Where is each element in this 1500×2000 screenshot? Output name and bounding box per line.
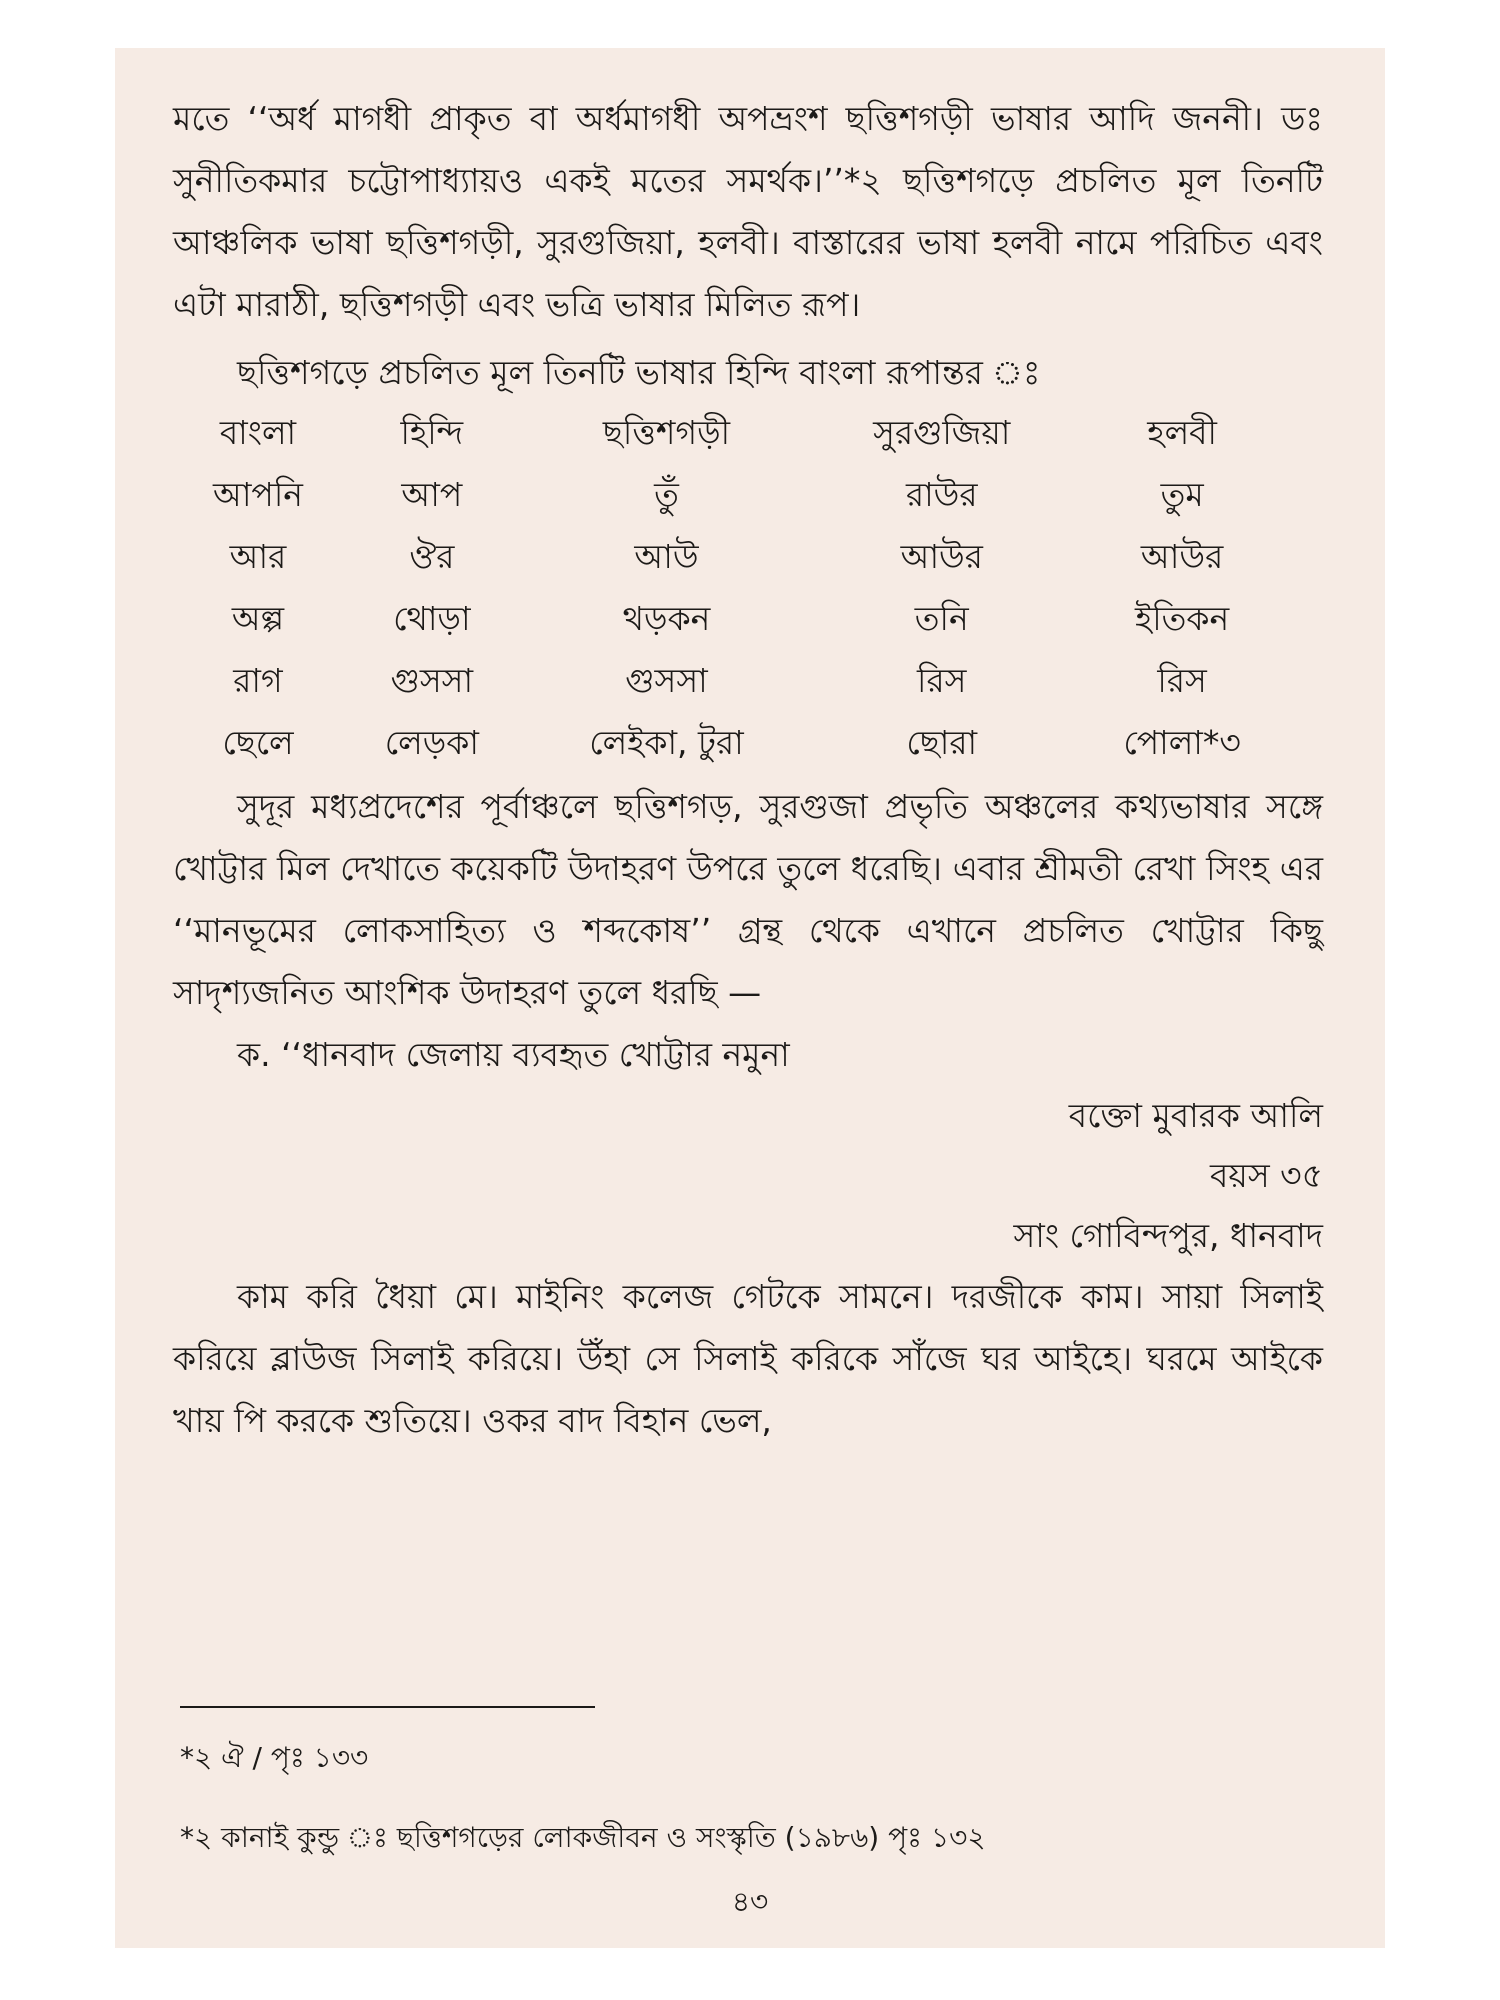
page-number: ৪৩ bbox=[731, 1885, 769, 1918]
table-cell: আউর bbox=[900, 537, 983, 576]
table-header-cell: বাংলা bbox=[219, 413, 297, 452]
table-cell: আউর bbox=[1140, 537, 1224, 576]
page-content bbox=[173, 88, 1323, 1452]
footnote-divider bbox=[180, 1706, 595, 1708]
table-cell: লেইকা, টুরা bbox=[589, 723, 744, 762]
table-cell: রিস bbox=[1157, 661, 1207, 700]
footnote-1: *২ ঐ / পৃঃ ১৩৩ bbox=[180, 1741, 369, 1774]
table-cell: অল্প bbox=[231, 599, 285, 638]
speaker-name: বক্তো মুবারক আলি bbox=[1068, 1096, 1323, 1135]
paragraph-3: কাম করি ধৈয়া মে। মাইনিং কলেজ গেটকে সামনে। দরজীকে কাম। সায়া সিলাই করিয়ে ব্লাউজ সিলাই করিয়ে। উঁহা সে সিলাই করিকে সাঁজে ঘর আইহে। ঘরমে আইকে খায় পি করকে শুতিয়ে। ওকর বাদ বিহান ভেল, bbox=[173, 1277, 1323, 1440]
table-cell: তুম bbox=[1160, 475, 1204, 514]
table-row bbox=[173, 528, 1293, 590]
table-cell: রাগ bbox=[233, 661, 283, 700]
paragraph-1: মতে ‘‘অর্ধ মাগধী প্রাকৃত বা অর্ধমাগধী অপভ্রংশ ছত্তিশগড়ী ভাষার আদি জননী। ডঃ সুনীতিকমার চট্টোপাধ্যায়ও একই মতের সমর্থক।’’*২ ছত্তিশগড়ে প্রচলিত মূল তিনটি আঞ্চলিক ভাষা ছত্তিশগড়ী, সুরগুজিয়া, হলবী। বাস্তারের ভাষা হলবী নামে পরিচিত এবং এটা মারাঠী, ছত্তিশগড়ী এবং ভত্রি ভাষার মিলিত রূপ। bbox=[173, 99, 1323, 324]
table-row bbox=[173, 652, 1293, 714]
table-cell: আপ bbox=[401, 475, 463, 514]
table-header-cell: সুরগুজিয়া bbox=[873, 413, 1011, 452]
table-cell: থোড়া bbox=[393, 599, 471, 638]
paragraph-2: সুদূর মধ্যপ্রদেশের পূর্বাঞ্চলে ছত্তিশগড়, সুরগুজা প্রভৃতি অঞ্চলের কথ্যভাষার সঙ্গে খোট্টার মিল দেখাতে কয়েকটি উদাহরণ উপরে তুলে ধরেছি। এবার শ্রীমতী রেখা সিংহ এর ‘‘মানভূমের লোকসাহিত্য ও শব্দকোষ’’ গ্রন্থ থেকে এখানে প্রচলিত খোট্টার কিছু সাদৃশ্যজনিত আংশিক উদাহরণ তুলে ধরছি — bbox=[173, 787, 1323, 1012]
table-intro: ছত্তিশগড়ে প্রচলিত মূল তিনটি ভাষার হিন্দি বাংলা রূপান্তর ঃ bbox=[237, 353, 1041, 392]
table-cell: পোলা*৩ bbox=[1123, 723, 1241, 762]
book-page bbox=[115, 48, 1385, 1948]
table-cell: গুসসা bbox=[625, 661, 708, 700]
table-cell: রাউর bbox=[905, 475, 978, 514]
table-cell: লেড়কা bbox=[384, 723, 479, 762]
table-cell: ছোরা bbox=[906, 723, 978, 762]
table-cell: আপনি bbox=[212, 475, 303, 514]
table-cell: থড়কন bbox=[622, 599, 711, 638]
table-cell: তনি bbox=[914, 599, 969, 638]
sample-heading: ক. ‘‘ধানবাদ জেলায় ব্যবহৃত খোট্টার নমুনা bbox=[237, 1035, 790, 1074]
speaker-address: সাং গোবিন্দপুর, ধানবাদ bbox=[1013, 1216, 1323, 1255]
table-cell: ছেলে bbox=[222, 723, 294, 762]
table-row bbox=[173, 466, 1293, 528]
table-cell: আর bbox=[229, 537, 287, 576]
table-row bbox=[173, 590, 1293, 652]
language-comparison-table bbox=[173, 404, 1293, 776]
table-cell: আউ bbox=[634, 537, 699, 576]
table-header-row bbox=[173, 404, 1293, 466]
table-cell: রিস bbox=[917, 661, 967, 700]
table-header-cell: ছত্তিশগড়ী bbox=[602, 413, 731, 452]
table-cell: ইতিকন bbox=[1135, 599, 1230, 638]
speaker-age: বয়স ৩৫ bbox=[1210, 1156, 1323, 1195]
table-cell: গুসসা bbox=[390, 661, 474, 700]
footnote-2: *২ কানাই কুন্ডু ঃ ছত্তিশগড়ের লোকজীবন ও সংস্কৃতি (১৯৮৬) পৃঃ ১৩২ bbox=[180, 1821, 986, 1854]
table-header-cell: হলবী bbox=[1147, 413, 1217, 452]
table-header-cell: হিন্দি bbox=[400, 413, 464, 452]
table-cell: ঔর bbox=[409, 537, 455, 576]
table-cell: তুঁ bbox=[654, 475, 679, 514]
table-row bbox=[173, 714, 1293, 776]
